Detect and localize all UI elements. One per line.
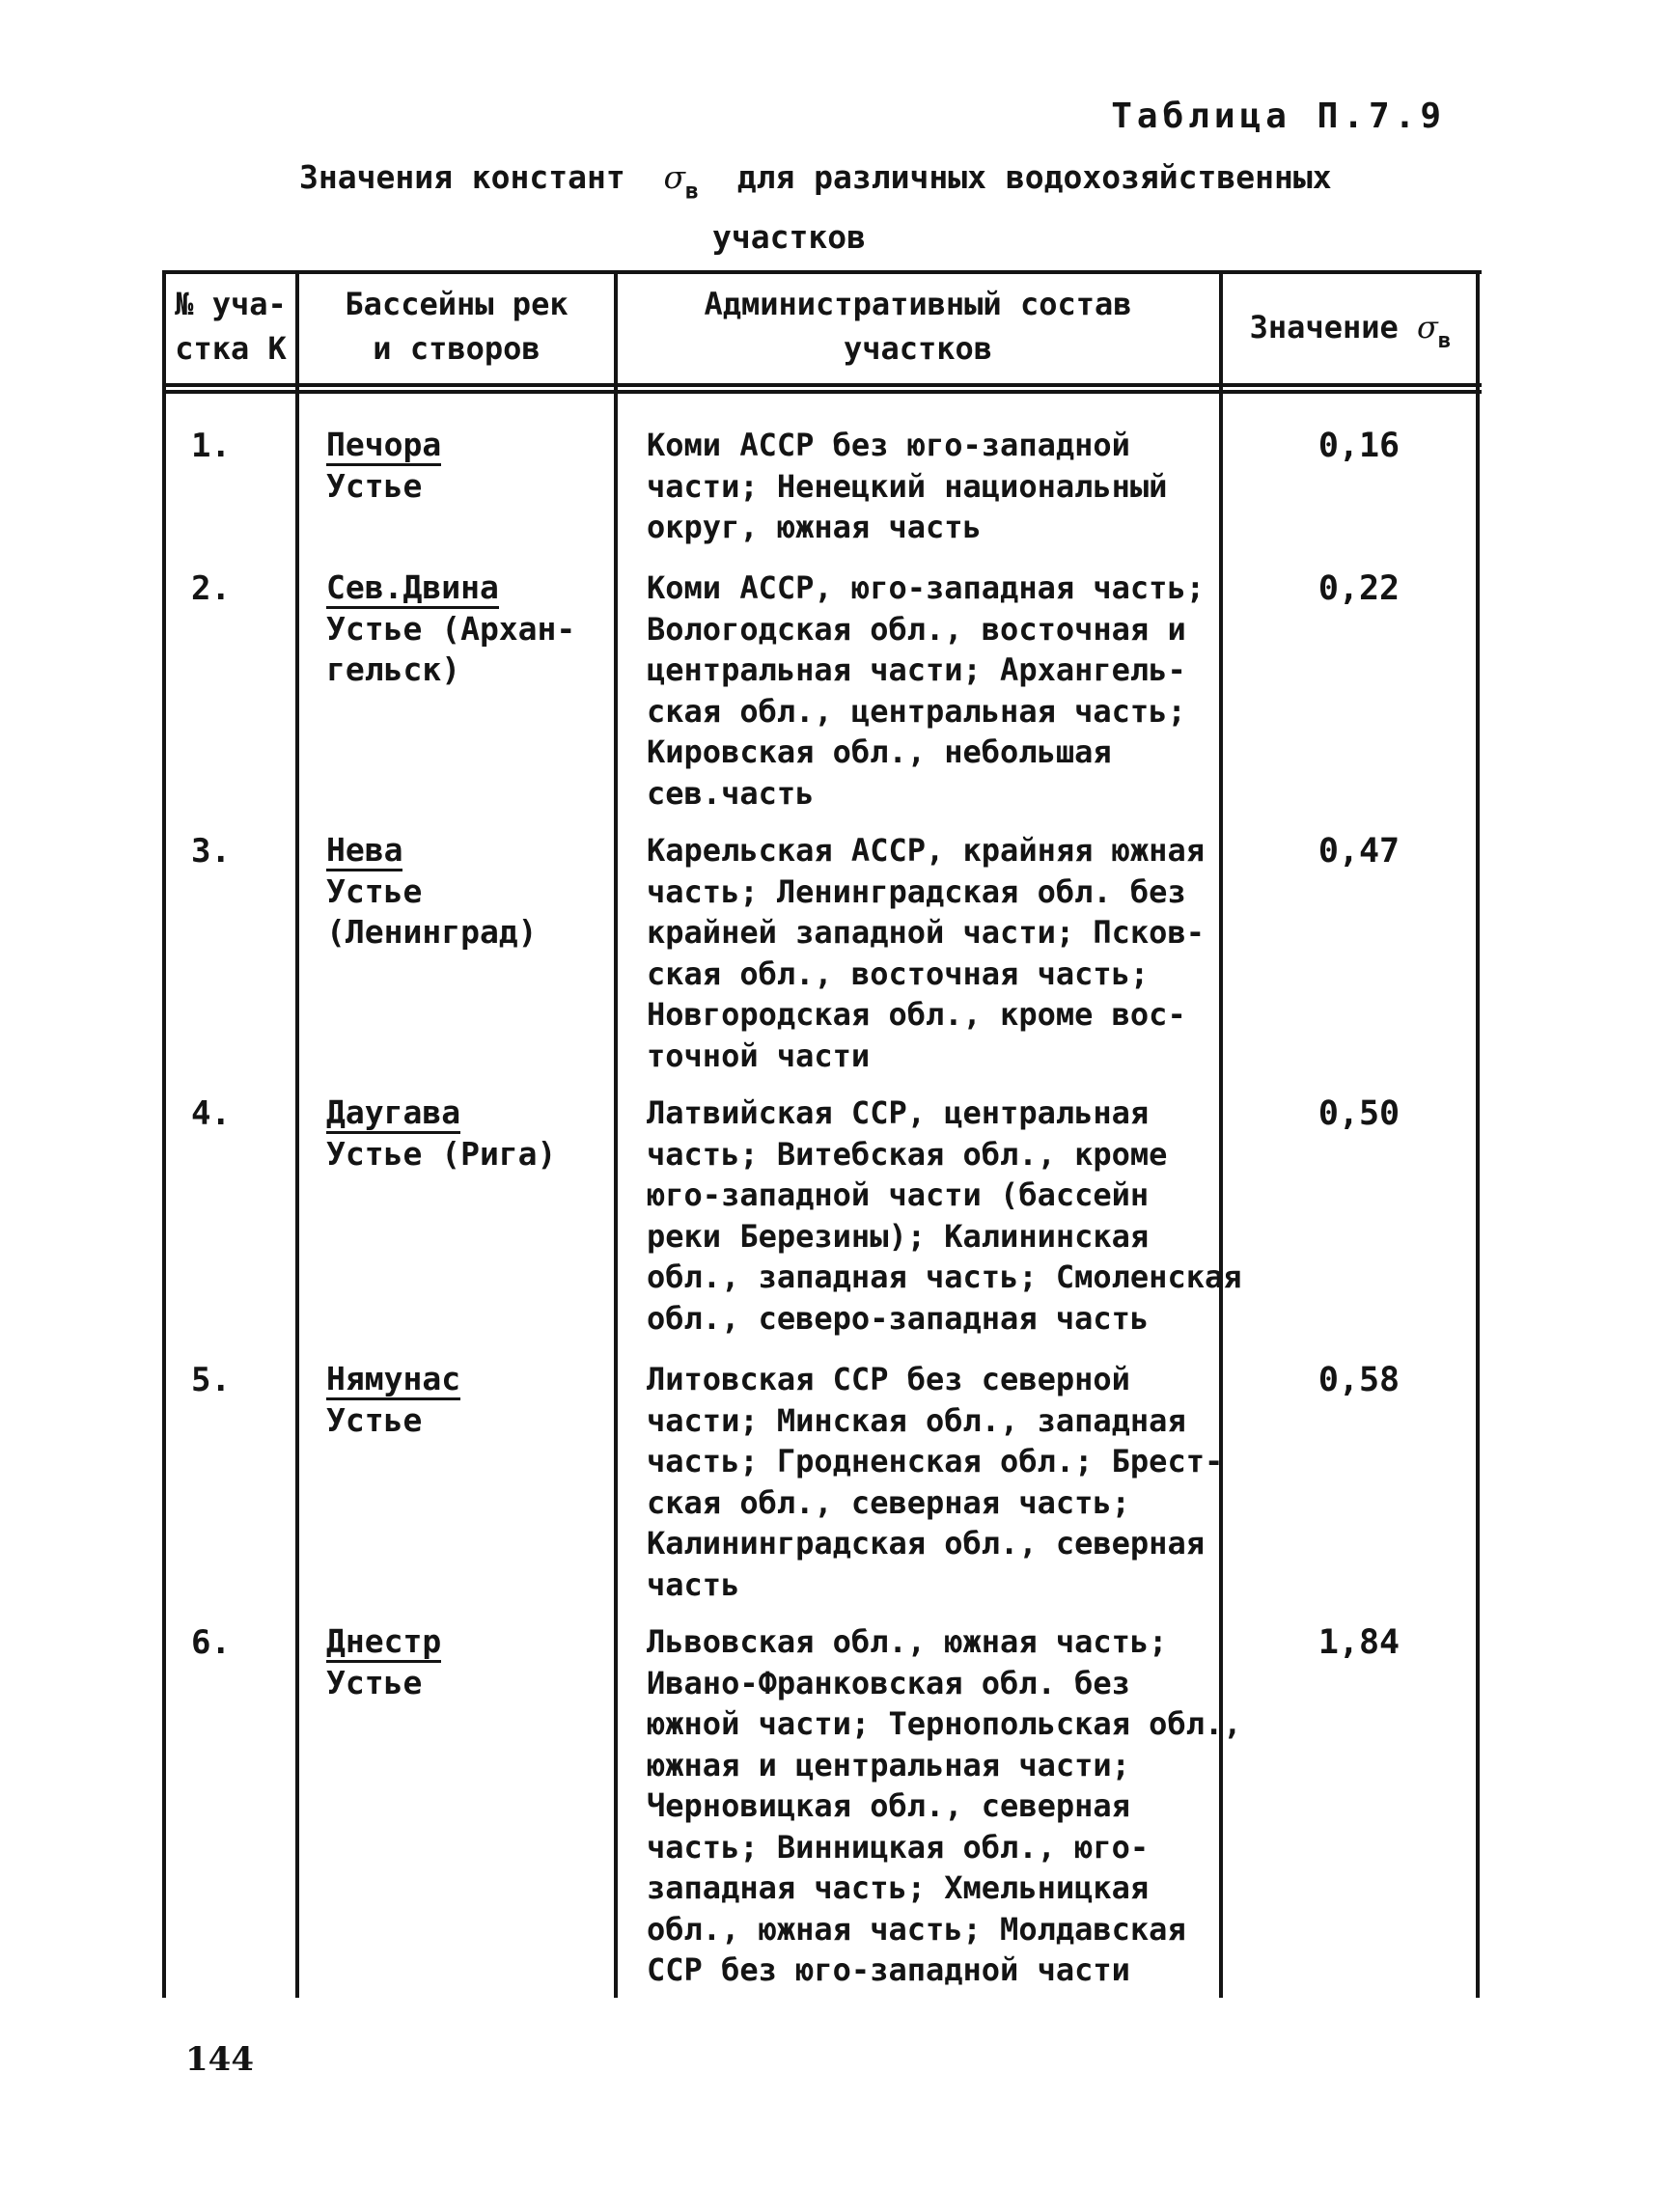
header-river-basin: Бассейны рек и створов	[345, 286, 569, 367]
column-border	[1476, 270, 1480, 1998]
river-basin	[326, 1621, 596, 1703]
site-line: Устье	[326, 872, 423, 910]
table-label: Таблица П.7.9	[1111, 97, 1446, 136]
section-number: 3.	[191, 832, 231, 871]
river-basin	[326, 1359, 596, 1441]
river-basin	[326, 830, 596, 953]
river-name: Нева	[326, 832, 402, 871]
caption-line-1	[299, 154, 1361, 214]
sigma-value: 1,84	[1317, 1623, 1401, 1662]
header-section-number: № уча- стка K	[175, 286, 287, 367]
sigma-value: 0,58	[1317, 1361, 1401, 1399]
table-top-border	[162, 270, 1482, 274]
admin-composition: Коми АССР, юго-западная часть; Вологодская обл., восточная и центральная части; Архангель- ская обл., центральная часть; Кировская обл., небольшая сев.часть	[647, 569, 1205, 812]
section-number: 4.	[191, 1094, 231, 1133]
admin-composition: Коми АССР без юго-западной части; Ненецкий национальный округ, южная часть	[647, 427, 1168, 545]
admin-composition: Латвийская ССР, центральная часть; Витебская обл., кроме юго-западной части (бассейн реки Березины); Калининская обл., западная часть; Смоленская обл., северо-западная часть	[647, 1094, 1242, 1337]
river-basin	[326, 425, 596, 507]
site-line: Устье	[326, 1401, 423, 1439]
admin-composition: Литовская ССР без северной части; Минская обл., западная часть; Гродненская обл.; Брест- ская обл., северная часть; Калининградская обл., северная часть	[647, 1361, 1224, 1603]
data-table	[162, 270, 1482, 1998]
sigma-symbol: $\sigma_в$	[1417, 309, 1452, 354]
sigma-symbol: $\sigma_в$	[663, 158, 699, 205]
river-name: Даугава	[326, 1094, 460, 1134]
column-border	[295, 270, 299, 1998]
page-number: 144	[185, 2040, 254, 2079]
caption-line-2: участков	[712, 218, 866, 257]
admin-composition: Львовская обл., южная часть; Ивано-Франковская обл. без южной части; Тернопольская обл., южная и центральная части; Черновицкая обл., северная часть; Винницкая обл., юго- западная часть; Хмельницкая обл., южная часть; Молдавская ССР без юго-западной части	[647, 1623, 1242, 1988]
sigma-value: 0,50	[1317, 1094, 1401, 1133]
river-basin	[326, 1092, 596, 1175]
header-divider	[162, 383, 1482, 387]
column-border	[162, 270, 166, 1998]
site-line: Устье	[326, 467, 423, 505]
site-line: (Ленинград)	[326, 913, 538, 951]
sigma-value: 0,16	[1317, 427, 1401, 465]
section-number: 1.	[191, 427, 231, 465]
section-number: 5.	[191, 1361, 231, 1399]
sigma-value: 0,47	[1317, 832, 1401, 871]
site-line: гельск)	[326, 650, 461, 688]
river-name: Днестр	[326, 1623, 441, 1663]
river-name: Сев.Двина	[326, 569, 499, 609]
header-sigma-value: Значение $\sigma_в$	[1249, 309, 1452, 354]
river-name: Нямунас	[326, 1361, 460, 1400]
river-basin	[326, 567, 596, 690]
column-border	[614, 270, 618, 1998]
section-number: 6.	[191, 1623, 231, 1662]
header-divider-double	[162, 390, 1482, 394]
caption-text-after: для различных водохозяйственных	[736, 158, 1332, 196]
admin-composition: Карельская АССР, крайняя южная часть; Ленинградская обл. без крайней западной части; Псков- ская обл., восточная часть; Новгородская обл., кроме вос- точной части	[647, 832, 1205, 1074]
table-caption	[299, 154, 1361, 261]
sigma-value: 0,22	[1317, 569, 1401, 608]
site-line: Устье (Рига)	[326, 1135, 557, 1173]
section-number: 2.	[191, 569, 231, 608]
site-line: Устье	[326, 1664, 423, 1701]
header-admin-composition: Административный состав участков	[704, 286, 1132, 367]
river-name: Печора	[326, 427, 441, 466]
caption-text-before: Значения констант	[299, 158, 625, 196]
site-line: Устье (Архан-	[326, 610, 576, 648]
